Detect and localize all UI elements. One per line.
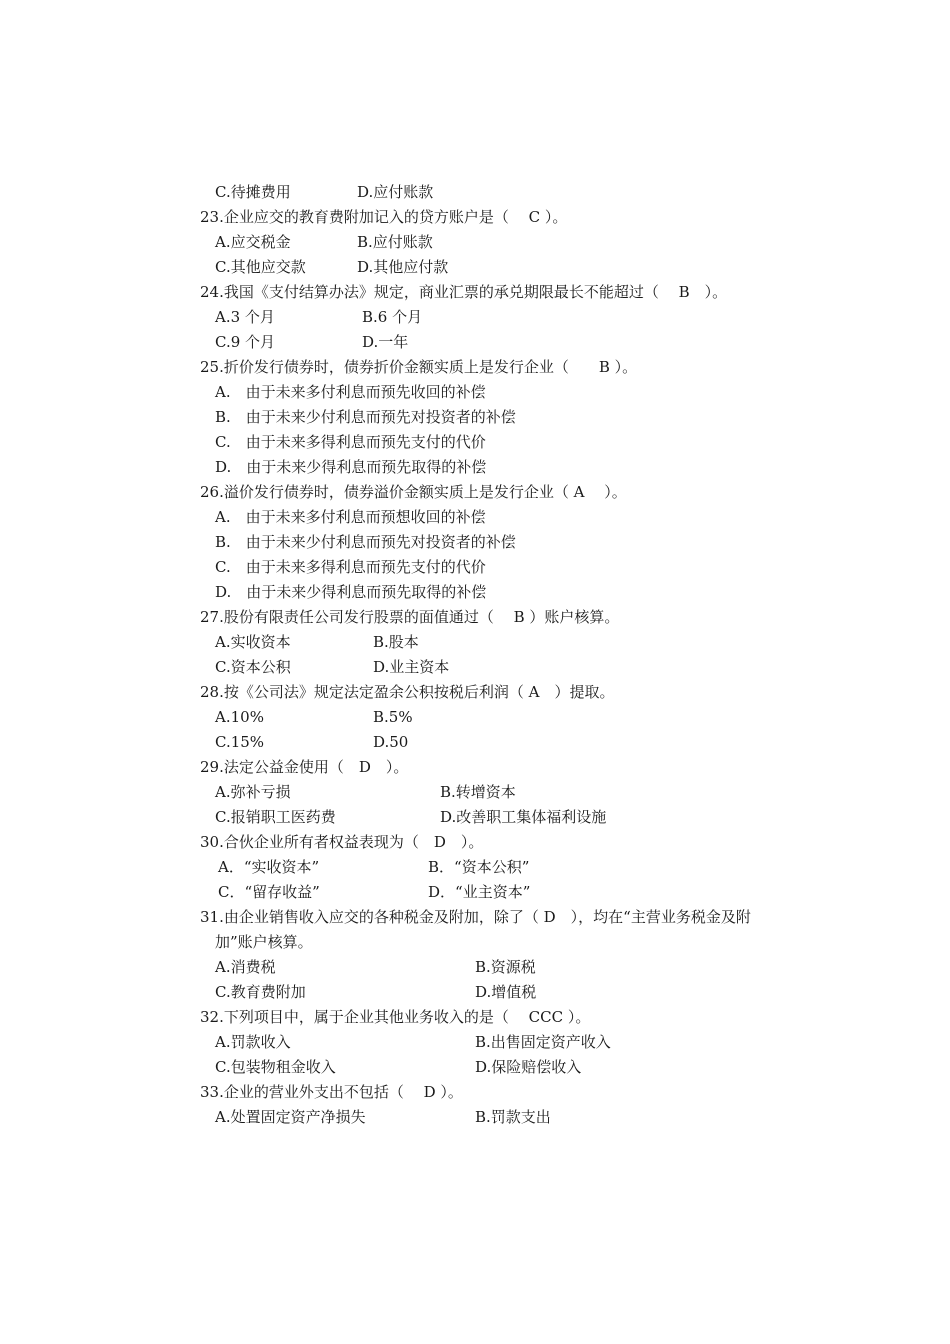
question-33: 33.企业的营业外支出不包括（ D ）。 bbox=[200, 1083, 463, 1101]
question-27: 27.股份有限责任公司发行股票的面值通过（ B ）账户核算。 bbox=[200, 608, 620, 626]
option-b: B. 由于未来少付利息而预先对投资者的补偿 bbox=[215, 533, 516, 551]
question-30: 30.合伙企业所有者权益表现为（ D ）。 bbox=[200, 833, 484, 851]
question-26: 26.溢价发行债券时，债券溢价金额实质上是发行企业（ A ）。 bbox=[200, 483, 627, 501]
option-a: A. 由于未来多付利息而预先收回的补偿 bbox=[215, 383, 486, 401]
question-23: 23.企业应交的教育费附加记入的贷方账户是（ C ）。 bbox=[200, 208, 568, 226]
option-a: A.消费税 bbox=[215, 958, 276, 976]
option-c: C.资本公积 bbox=[215, 658, 291, 676]
option-c: C. 由于未来多得利息而预先支付的代价 bbox=[215, 558, 486, 576]
option-a: A.处置固定资产净损失 bbox=[215, 1108, 366, 1126]
option-c: C.教育费附加 bbox=[215, 983, 306, 1001]
option-d: D. 由于未来少得利息而预先取得的补偿 bbox=[215, 458, 487, 476]
option-b: B.应付账款 bbox=[357, 233, 433, 251]
option-a: A. 由于未来多付利息而预想收回的补偿 bbox=[215, 508, 486, 526]
option-b: B.股本 bbox=[373, 633, 419, 651]
option-c: C.其他应交款 bbox=[215, 258, 306, 276]
option-c: C．“留存收益” bbox=[218, 883, 320, 901]
option-d: D.业主资本 bbox=[373, 658, 450, 676]
option-a: A.10% bbox=[215, 708, 264, 726]
option-d: D.一年 bbox=[362, 333, 409, 351]
option-b: B.资源税 bbox=[475, 958, 536, 976]
option-b: B.6 个月 bbox=[362, 308, 423, 326]
option-d: D.其他应付款 bbox=[357, 258, 449, 276]
question-29: 29.法定公益金使用（ D ）。 bbox=[200, 758, 409, 776]
question-31: 31.由企业销售收入应交的各种税金及附加，除了（ D ），均在“主营业务税金及附 bbox=[200, 908, 751, 926]
option-c: C. 由于未来多得利息而预先支付的代价 bbox=[215, 433, 486, 451]
option-b: B. 由于未来少付利息而预先对投资者的补偿 bbox=[215, 408, 516, 426]
option-d: D.50 bbox=[373, 733, 409, 751]
question-25: 25.折价发行债券时，债券折价金额实质上是发行企业（ B ）。 bbox=[200, 358, 638, 376]
question-28: 28.按《公司法》规定法定盈余公积按税后利润（ A ）提取。 bbox=[200, 683, 615, 701]
option-c: C.包装物租金收入 bbox=[215, 1058, 336, 1076]
option-d: D．“业主资本” bbox=[428, 883, 531, 901]
option-b: B.转增资本 bbox=[440, 783, 516, 801]
option-b: B.出售固定资产收入 bbox=[475, 1033, 611, 1051]
option-a: A．“实收资本” bbox=[218, 858, 320, 876]
option-c: C.待摊费用 bbox=[215, 183, 291, 201]
question-31-continuation: 加”账户核算。 bbox=[215, 933, 313, 951]
question-24: 24.我国《支付结算办法》规定，商业汇票的承兑期限最长不能超过（ B ）。 bbox=[200, 283, 728, 301]
option-b: B．“资本公积” bbox=[428, 858, 530, 876]
option-d: D.应付账款 bbox=[357, 183, 434, 201]
option-d: D. 由于未来少得利息而预先取得的补偿 bbox=[215, 583, 487, 601]
option-a: A.应交税金 bbox=[215, 233, 291, 251]
option-b: B.5% bbox=[373, 708, 413, 726]
option-c: C.9 个月 bbox=[215, 333, 276, 351]
option-a: A.弥补亏损 bbox=[215, 783, 291, 801]
option-b: B.罚款支出 bbox=[475, 1108, 551, 1126]
option-a: A.3 个月 bbox=[215, 308, 275, 326]
option-d: D.改善职工集体福利设施 bbox=[440, 808, 607, 826]
option-c: C.15% bbox=[215, 733, 265, 751]
option-a: A.罚款收入 bbox=[215, 1033, 291, 1051]
option-a: A.实收资本 bbox=[215, 633, 291, 651]
option-d: D.保险赔偿收入 bbox=[475, 1058, 582, 1076]
option-c: C.报销职工医药费 bbox=[215, 808, 336, 826]
question-32: 32.下列项目中，属于企业其他业务收入的是（ CCC ）。 bbox=[200, 1008, 591, 1026]
option-d: D.增值税 bbox=[475, 983, 537, 1001]
